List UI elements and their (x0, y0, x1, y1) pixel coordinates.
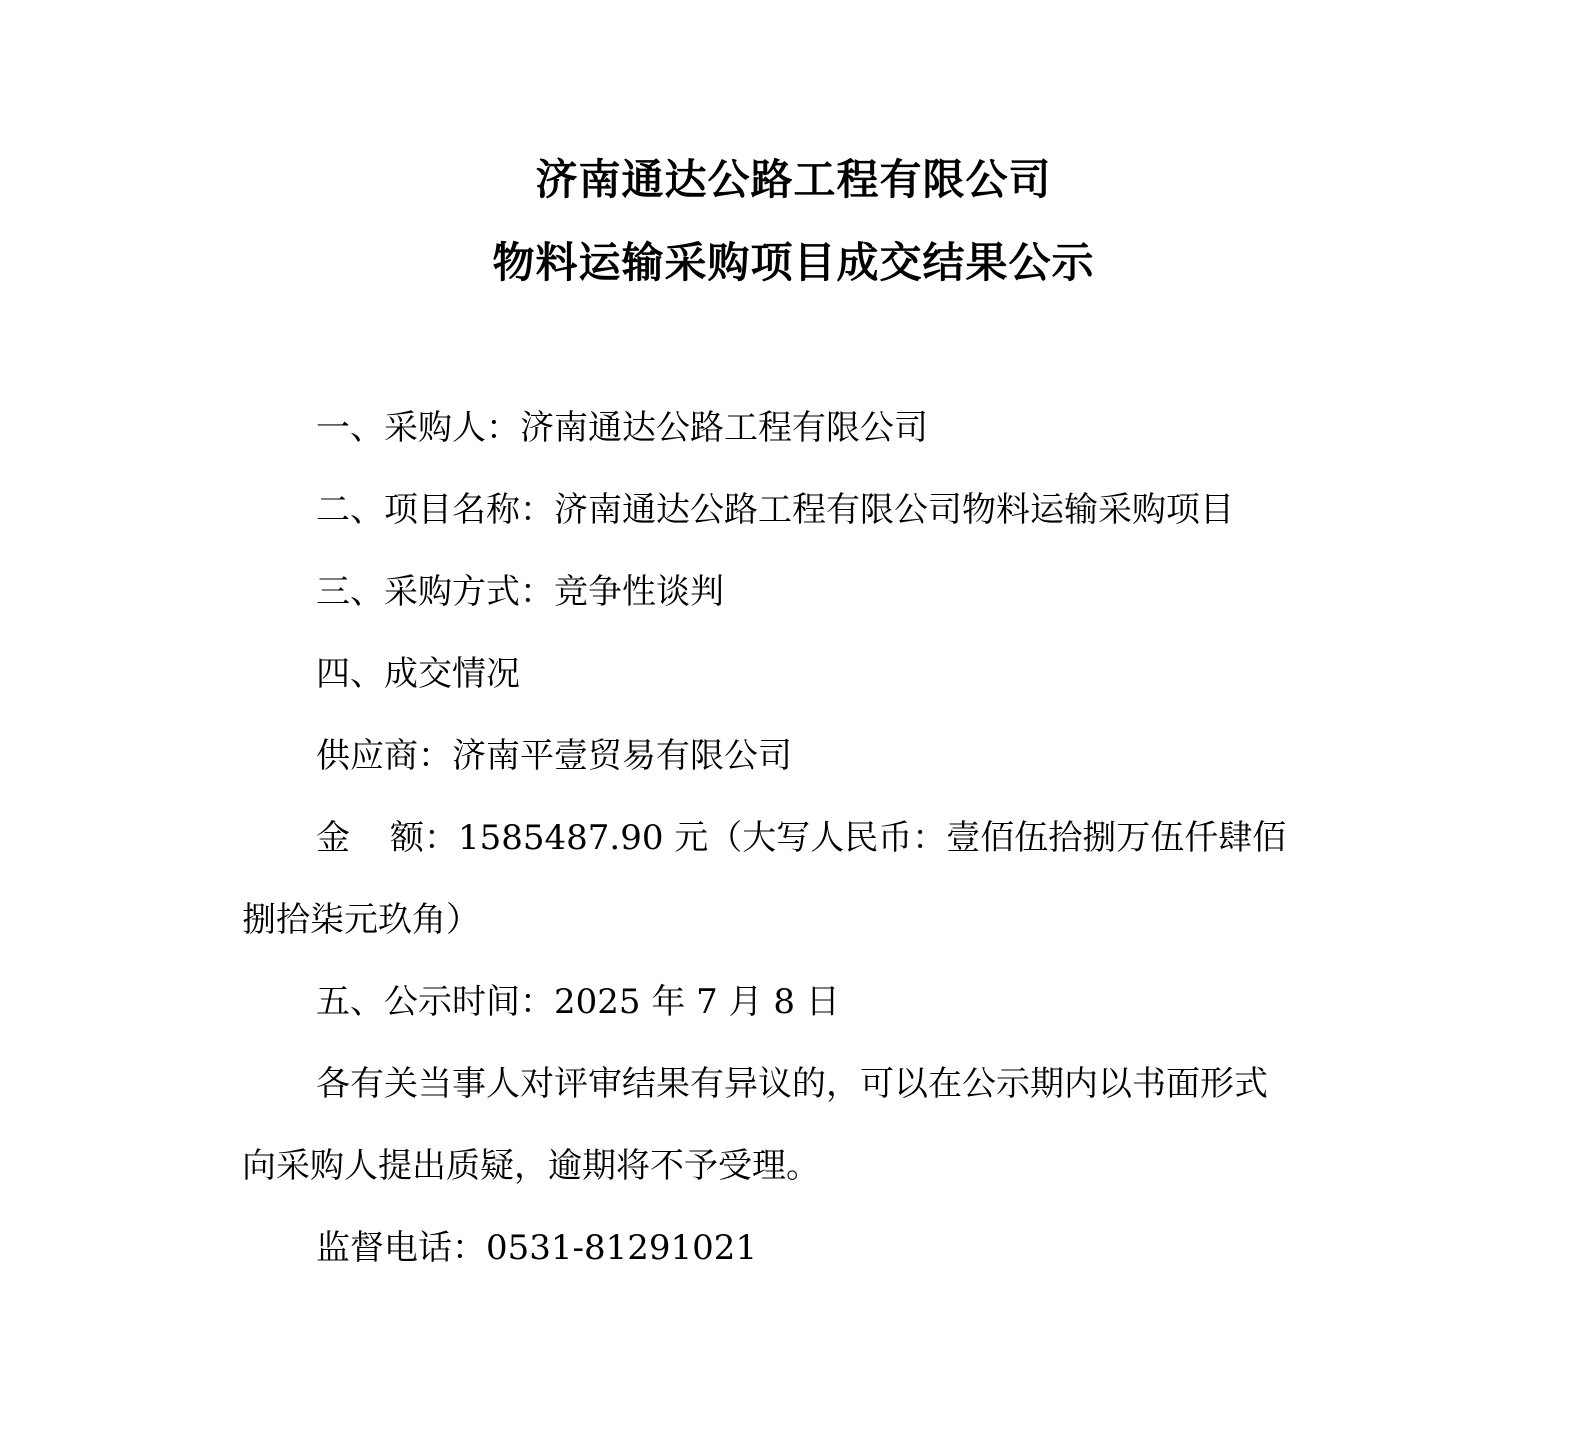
amount-label-rest: 额：1585487.90 元（大写人民币：壹佰伍拾捌万伍仟肆佰 (390, 818, 1287, 858)
deal-status-heading: 四、成交情况 (316, 654, 520, 694)
project-name-line: 二、项目名称：济南通达公路工程有限公司物料运输采购项目 (316, 490, 1234, 530)
document-title-line1: 济南通达公路工程有限公司 (535, 155, 1052, 204)
amount-line (316, 816, 1286, 860)
amount-continued-line: 捌拾柒元玖角） (242, 900, 480, 940)
objection-line-2: 向采购人提出质疑，逾期将不予受理。 (242, 1146, 820, 1186)
procurement-method-line: 三、采购方式：竞争性谈判 (316, 572, 724, 612)
document-title-line2: 物料运输采购项目成交结果公示 (492, 238, 1095, 287)
objection-line-1: 各有关当事人对评审结果有异议的，可以在公示期内以书面形式 (316, 1064, 1268, 1104)
supervision-hotline: 监督电话：0531-81291021 (316, 1228, 758, 1268)
publish-time-line: 五、公示时间：2025 年 7 月 8 日 (316, 982, 840, 1022)
supplier-line: 供应商：济南平壹贸易有限公司 (316, 736, 792, 776)
amount-label-char1: 金 (316, 818, 350, 858)
purchaser-line: 一、采购人：济南通达公路工程有限公司 (316, 408, 928, 448)
